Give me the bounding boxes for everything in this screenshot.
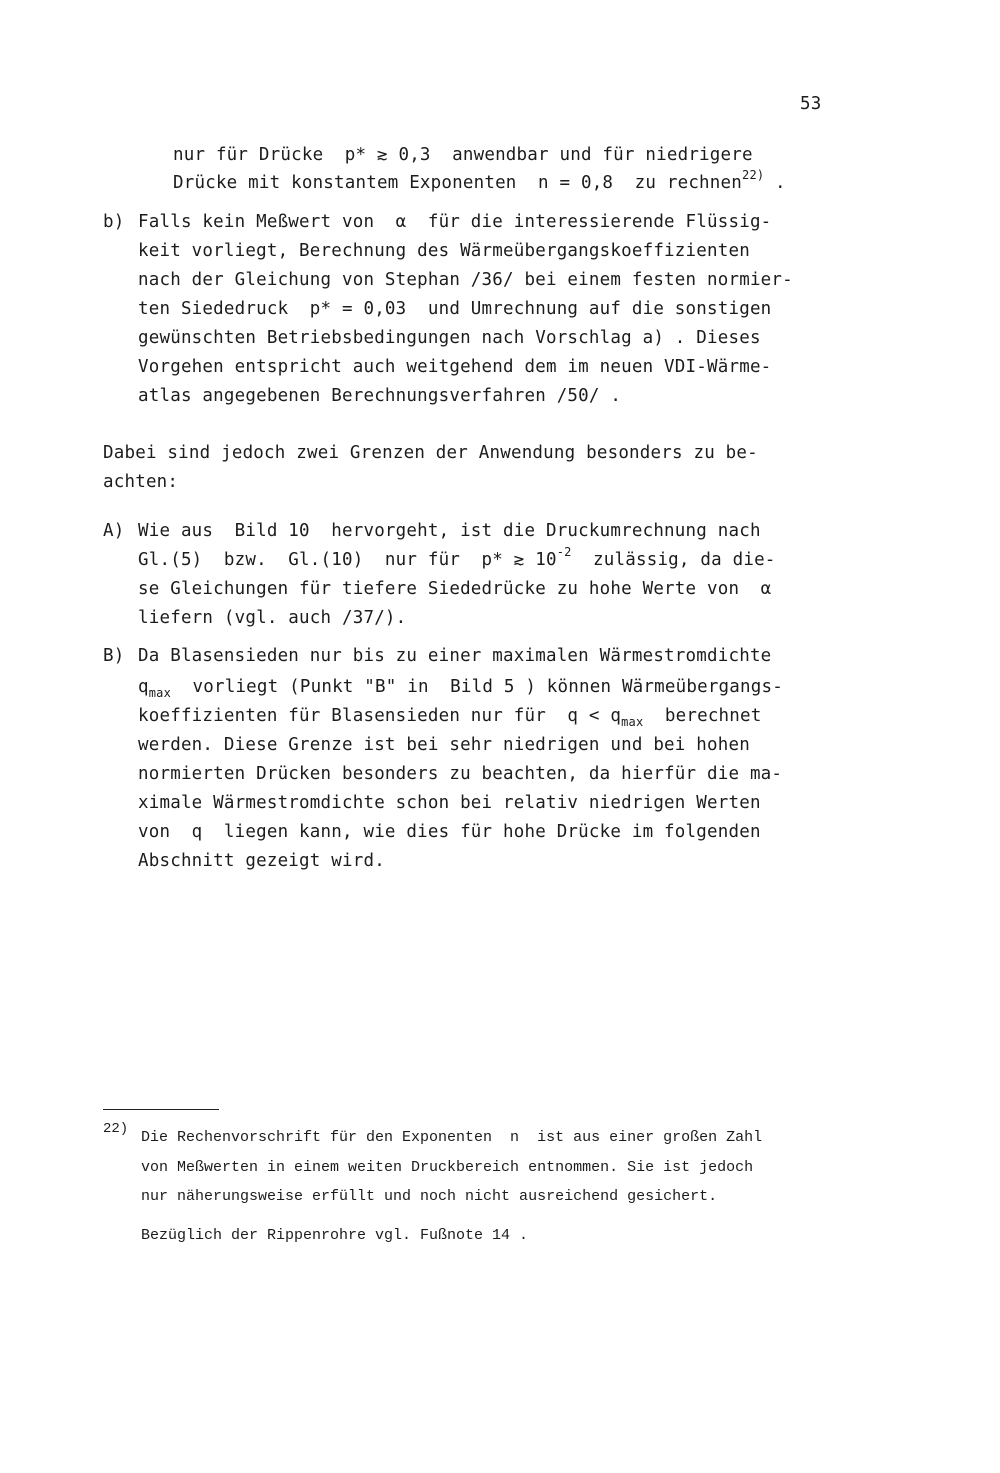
item-b-line: Vorgehen entspricht auch weitgehend dem im neuen VDI-Wärme- (138, 357, 772, 377)
item-b-line: gewünschten Betriebsbedingungen nach Vorschlag a) . Dieses (138, 328, 761, 348)
item-B-line: ximale Wärmestromdichte schon bei relativ niedrigen Werten (138, 793, 761, 813)
item-B-line: werden. Diese Grenze ist bei sehr niedrigen und bei hohen (138, 735, 750, 755)
exponent: -2 (556, 545, 572, 559)
page-number: 53 (800, 94, 822, 114)
footnote-line: Die Rechenvorschrift für den Exponenten n ist aus einer großen Zahl (141, 1129, 763, 1146)
q-symbol: q (138, 677, 149, 697)
item-b-line: nach der Gleichung von Stephan /36/ bei einem festen normier- (138, 270, 793, 290)
footnote-line: von Meßwerten in einem weiten Druckbereich entnommen. Sie ist jedoch (141, 1159, 754, 1176)
footnote-ref-22: 22) (742, 168, 765, 182)
item-B-line-3 (138, 705, 762, 727)
item-b-line: ten Siededruck p* = 0,03 und Umrechnung auf die sonstigen (138, 299, 772, 319)
item-A-marker: A) (103, 521, 125, 541)
footnote-line: nur näherungsweise erfüllt und noch nicht ausreichend gesichert. (141, 1188, 718, 1205)
item-B-line-3-pre: koeffizienten für Blasensieden nur für q < q (138, 706, 622, 726)
continuation-line-1: nur für Drücke p* ≳ 0,3 anwendbar und für niedrigere (173, 145, 753, 165)
footnote-extra: Bezüglich der Rippenrohre vgl. Fußnote 14 . (141, 1227, 529, 1244)
item-B-line-2 (138, 676, 783, 698)
item-B-line-3-post: berechnet (643, 706, 762, 726)
intro-line: Dabei sind jedoch zwei Grenzen der Anwendung besonders zu be- (103, 443, 758, 463)
item-b-marker: b) (103, 212, 125, 232)
continuation-line-2-text: Drücke mit konstantem Exponenten n = 0,8 zu rechnen (173, 173, 743, 193)
item-B-line: normierten Drücken besonders zu beachten, da hierfür die ma- (138, 764, 783, 784)
item-A-line-4: liefern (vgl. auch /37/). (138, 608, 407, 628)
q-subscript: max (621, 715, 644, 729)
item-B-line-2-rest: vorliegt (Punkt "B" in Bild 5 ) können Wärmeübergangs- (171, 677, 783, 697)
item-B-line-1: Da Blasensieden nur bis zu einer maximalen Wärmestromdichte (138, 646, 772, 666)
item-A-line-2-post: zulässig, da die- (571, 550, 776, 570)
continuation-line-2-end: . (764, 173, 786, 193)
item-b-line: keit vorliegt, Berechnung des Wärmeübergangskoeffizienten (138, 241, 750, 261)
footnote-separator (103, 1109, 219, 1110)
item-A-line-1: Wie aus Bild 10 hervorgeht, ist die Druckumrechnung nach (138, 521, 761, 541)
item-A-line-3: se Gleichungen für tiefere Siededrücke zu hohe Werte von α (138, 579, 772, 599)
continuation-line-2 (173, 168, 786, 194)
q-subscript: max (148, 686, 172, 700)
item-B-marker: B) (103, 646, 125, 666)
item-b-line: atlas angegebenen Berechnungsverfahren /50/ . (138, 386, 622, 406)
intro-line: achten: (103, 472, 179, 492)
footnote-marker: 22) (103, 1121, 129, 1137)
item-b-line: Falls kein Meßwert von α für die interessierende Flüssig- (138, 212, 772, 232)
item-B-line: von q liegen kann, wie dies für hohe Drücke im folgenden (138, 822, 761, 842)
item-B-line: Abschnitt gezeigt wird. (138, 851, 385, 871)
item-A-line-2 (138, 545, 776, 571)
item-A-line-2-pre: Gl.(5) bzw. Gl.(10) nur für p* ≳ 10 (138, 550, 557, 570)
